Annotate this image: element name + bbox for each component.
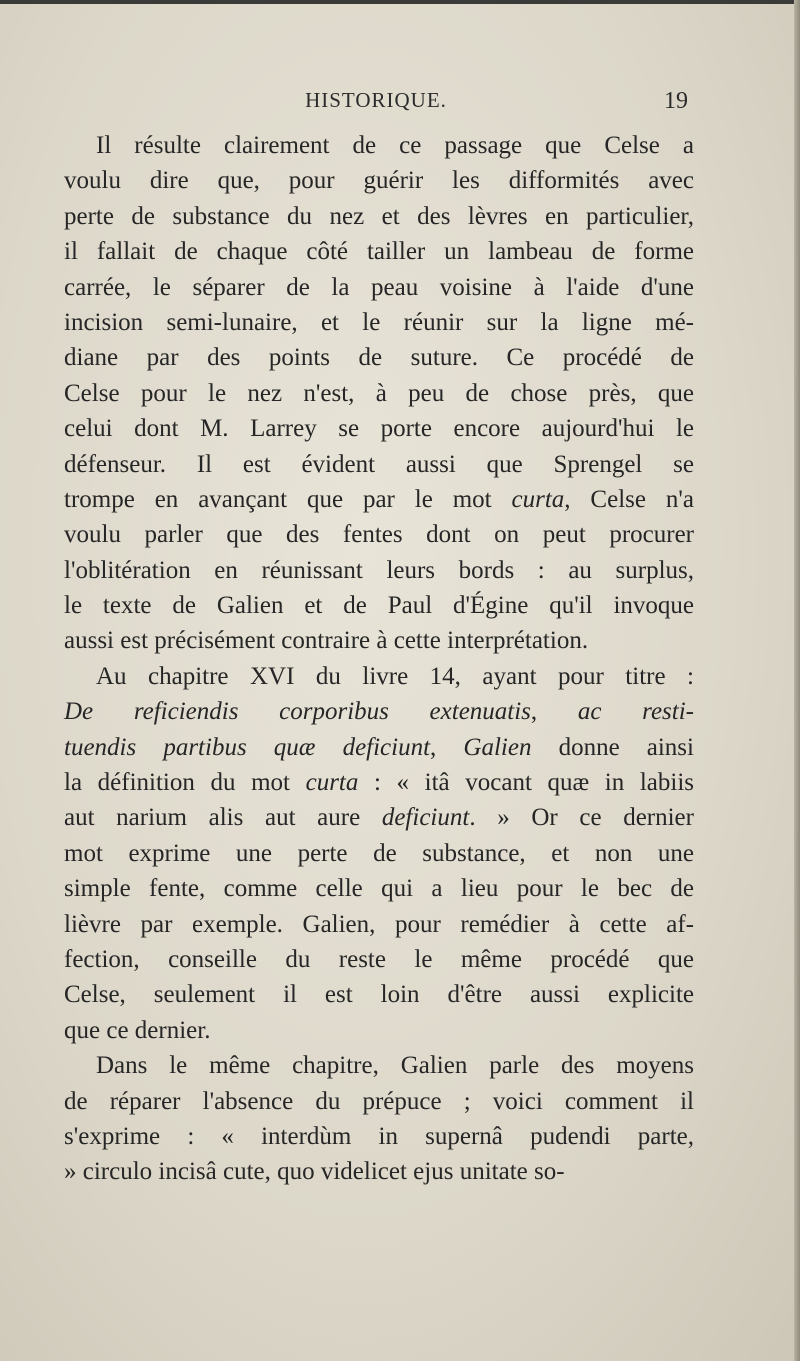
italic-text: tuendis partibus quæ deficiunt bbox=[64, 733, 431, 761]
text-line bbox=[64, 977, 694, 1012]
page-header bbox=[64, 86, 688, 116]
text-line bbox=[64, 730, 694, 765]
text-run: trompe en avançant que par le mot bbox=[64, 485, 512, 513]
text-line bbox=[64, 623, 694, 658]
text-run: , bbox=[430, 733, 464, 761]
text-line bbox=[64, 517, 694, 552]
text-run: la définition du mot bbox=[64, 769, 306, 797]
text-run: l'oblitération en réunissant leurs bords : au surplus, bbox=[64, 556, 694, 584]
text-line bbox=[64, 694, 694, 729]
text-line bbox=[64, 270, 694, 305]
text-run: voulu parler que des fentes dont on peut procurer bbox=[64, 521, 694, 549]
text-line bbox=[64, 836, 694, 871]
italic-text: curta bbox=[511, 485, 565, 513]
text-line bbox=[64, 553, 694, 588]
text-run: Au chapitre XVI du livre 14, ayant pour titre : bbox=[96, 662, 694, 690]
text-line bbox=[64, 1154, 694, 1189]
text-run: » circulo incisâ cute, quo videlicet ejus unitate so- bbox=[64, 1158, 565, 1186]
italic-text: Galien bbox=[463, 733, 532, 761]
italic-text: De reficiendis corporibus extenuatis bbox=[64, 698, 531, 726]
text-run: simple fente, comme celle qui a lieu pour le bec de bbox=[64, 875, 694, 903]
italic-text: deficiunt bbox=[381, 804, 470, 832]
text-run: carrée, le séparer de la peau voisine à l'aide d'une bbox=[64, 273, 694, 301]
text-run: défenseur. Il est évident aussi que Sprengel se bbox=[64, 450, 694, 478]
italic-text: ac resti- bbox=[577, 698, 695, 726]
text-run: , Celse n'a bbox=[564, 485, 694, 513]
text-run: donne ainsi bbox=[531, 733, 694, 761]
text-line bbox=[64, 1013, 694, 1048]
text-run: le texte de Galien et de Paul d'Égine qu'il invoque bbox=[64, 592, 694, 620]
text-run: s'exprime : « interdùm in supernâ pudendi parte, bbox=[64, 1122, 694, 1150]
text-run: Celse, seulement il est loin d'être aussi explicite bbox=[64, 981, 694, 1009]
text-run: incision semi-lunaire, et le réunir sur la ligne mé- bbox=[64, 308, 694, 336]
text-line bbox=[64, 163, 694, 198]
text-run: celui dont M. Larrey se porte encore aujourd'hui le bbox=[64, 415, 694, 443]
text-line bbox=[64, 800, 694, 835]
text-run: : « itâ vocant quæ in labiis bbox=[358, 769, 695, 797]
page-right-edge bbox=[794, 0, 800, 1361]
text-run: voulu dire que, pour guérir les difformités avec bbox=[64, 167, 694, 195]
text-run: aut narium alis aut aure bbox=[64, 804, 382, 832]
text-run: fection, conseille du reste le même procédé que bbox=[64, 945, 694, 973]
body-text bbox=[64, 128, 694, 1190]
paragraph bbox=[64, 659, 694, 1048]
page-number: 19 bbox=[664, 88, 688, 114]
italic-text: curta bbox=[305, 769, 359, 797]
text-run: , bbox=[530, 698, 578, 726]
text-line bbox=[64, 1119, 694, 1154]
text-run: diane par des points de suture. Ce procédé de bbox=[64, 344, 694, 372]
text-run: . » Or ce dernier bbox=[469, 804, 694, 832]
text-run: lièvre par exemple. Galien, pour remédier à cette af- bbox=[64, 910, 694, 938]
text-run: aussi est précisément contraire à cette interprétation. bbox=[64, 627, 589, 655]
paragraph bbox=[64, 1048, 694, 1190]
text-line bbox=[64, 765, 694, 800]
text-line bbox=[64, 588, 694, 623]
text-line bbox=[64, 128, 694, 163]
text-line bbox=[64, 1048, 694, 1083]
text-line bbox=[64, 305, 694, 340]
text-run: il fallait de chaque côté tailler un lambeau de forme bbox=[64, 238, 694, 266]
text-line bbox=[64, 376, 694, 411]
text-line bbox=[64, 1084, 694, 1119]
text-line bbox=[64, 411, 694, 446]
text-line bbox=[64, 659, 694, 694]
running-title: HISTORIQUE. bbox=[305, 88, 447, 112]
text-line bbox=[64, 482, 694, 517]
text-run: Il résulte clairement de ce passage que Celse a bbox=[96, 132, 694, 159]
text-line bbox=[64, 199, 694, 234]
text-line bbox=[64, 871, 694, 906]
paragraph bbox=[64, 128, 694, 659]
text-line bbox=[64, 907, 694, 942]
text-line bbox=[64, 234, 694, 269]
text-line bbox=[64, 942, 694, 977]
text-run: perte de substance du nez et des lèvres en particulier, bbox=[64, 202, 694, 230]
text-run: Dans le même chapitre, Galien parle des moyens bbox=[96, 1052, 694, 1080]
text-run: que ce dernier. bbox=[64, 1016, 211, 1044]
page-top-edge bbox=[0, 0, 800, 4]
text-run: mot exprime une perte de substance, et non une bbox=[64, 839, 694, 867]
text-line bbox=[64, 447, 694, 482]
text-run: de réparer l'absence du prépuce ; voici comment il bbox=[64, 1087, 694, 1115]
text-line bbox=[64, 340, 694, 375]
text-run: Celse pour le nez n'est, à peu de chose près, que bbox=[64, 379, 694, 407]
